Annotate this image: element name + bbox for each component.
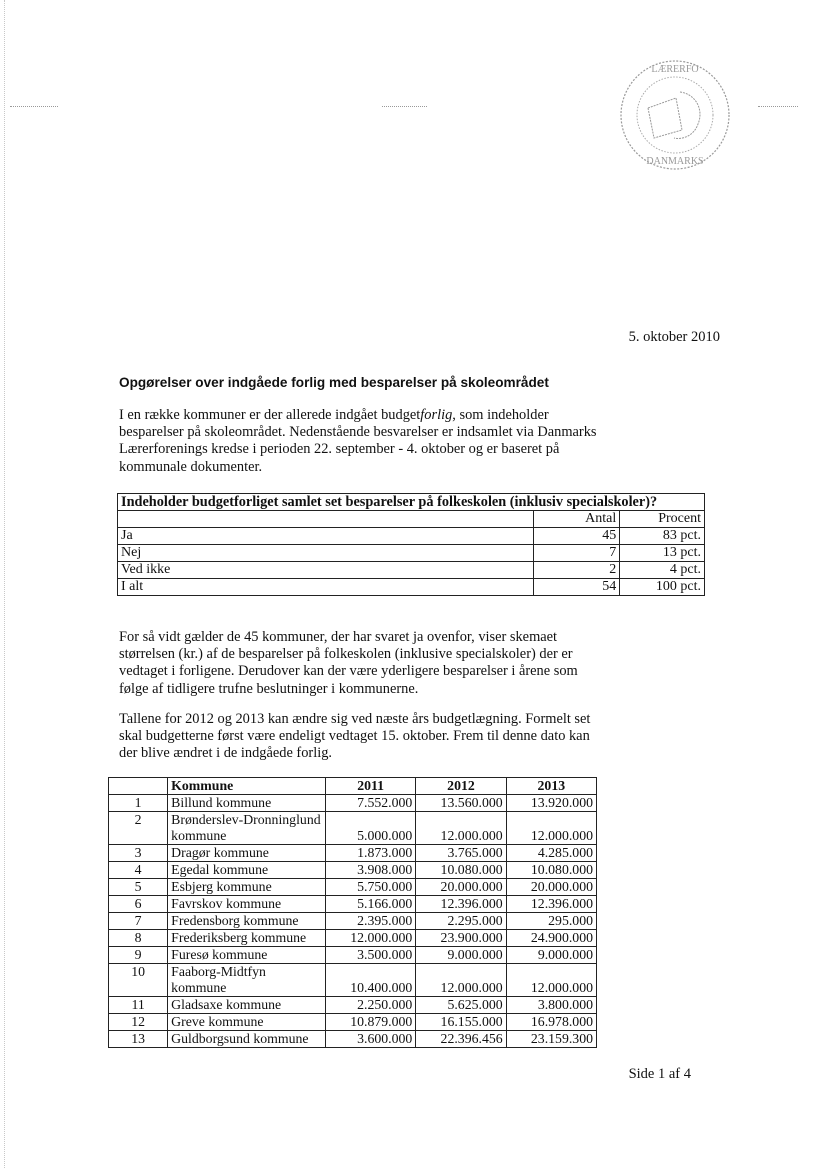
survey-procent: 4 pct. <box>620 562 705 579</box>
document-title: Opgørelser over indgåede forlig med besparelser på skoleområdet <box>119 375 549 390</box>
survey-header-antal: Antal <box>533 511 620 528</box>
col-header-index <box>109 778 168 795</box>
kommune-name: Esbjerg kommune <box>168 879 326 896</box>
value-2011: 7.552.000 <box>325 795 415 812</box>
document-date: 5. oktober 2010 <box>628 329 720 345</box>
row-index: 9 <box>109 947 168 964</box>
survey-procent: 100 pct. <box>620 579 705 596</box>
value-2011: 10.879.000 <box>325 1014 415 1031</box>
value-2011: 3.500.000 <box>325 947 415 964</box>
value-2011: 3.908.000 <box>325 862 415 879</box>
explanation-paragraph: For så vidt gælder de 45 kommuner, der har svaret ja ovenfor, viser skemaet størrelsen (kr.) af de besparelser på folkeskolen (inklusive specialskoler) der er vedtaget i forligene. Derudover kan der være yderligere besparelser i årene som følge af tidligere trufne beslutninger i kommunerne. <box>119 629 578 697</box>
survey-row <box>118 562 705 579</box>
survey-table <box>117 493 705 596</box>
table-row <box>109 896 597 913</box>
col-header-2012: 2012 <box>416 778 506 795</box>
survey-label: Ja <box>118 528 534 545</box>
survey-label: Ved ikke <box>118 562 534 579</box>
svg-text:DANMARKS: DANMARKS <box>646 156 704 167</box>
survey-row <box>118 528 705 545</box>
value-2012: 12.000.000 <box>416 812 506 845</box>
survey-antal: 54 <box>533 579 620 596</box>
value-2011: 10.400.000 <box>325 964 415 997</box>
row-index: 1 <box>109 795 168 812</box>
row-index: 2 <box>109 812 168 845</box>
value-2011: 5.166.000 <box>325 896 415 913</box>
row-index: 6 <box>109 896 168 913</box>
table-row <box>109 913 597 930</box>
kommune-name: Frederiksberg kommune <box>168 930 326 947</box>
value-2011: 12.000.000 <box>325 930 415 947</box>
table-row <box>109 845 597 862</box>
value-2013: 23.159.300 <box>506 1031 596 1048</box>
value-2012: 3.765.000 <box>416 845 506 862</box>
row-index: 12 <box>109 1014 168 1031</box>
row-index: 8 <box>109 930 168 947</box>
survey-total-row <box>118 579 705 596</box>
survey-procent: 13 pct. <box>620 545 705 562</box>
scan-artifact <box>10 106 58 109</box>
value-2011: 1.873.000 <box>325 845 415 862</box>
value-2013: 16.978.000 <box>506 1014 596 1031</box>
value-2013: 20.000.000 <box>506 879 596 896</box>
table-row <box>109 997 597 1014</box>
value-2012: 5.625.000 <box>416 997 506 1014</box>
kommune-name: Guldborgsund kommune <box>168 1031 326 1048</box>
row-index: 10 <box>109 964 168 997</box>
value-2011: 3.600.000 <box>325 1031 415 1048</box>
savings-table <box>108 777 597 1048</box>
value-2012: 12.396.000 <box>416 896 506 913</box>
survey-question: Indeholder budgetforliget samlet set besparelser på folkeskolen (inklusiv specialskoler)? <box>118 494 705 511</box>
table-row <box>109 1031 597 1048</box>
row-index: 13 <box>109 1031 168 1048</box>
table-row <box>109 1014 597 1031</box>
kommune-name: Dragør kommune <box>168 845 326 862</box>
survey-procent: 83 pct. <box>620 528 705 545</box>
table-row <box>109 964 597 997</box>
page-number: Side 1 af 4 <box>628 1066 691 1082</box>
col-header-kommune: Kommune <box>168 778 326 795</box>
scan-artifact <box>758 106 798 109</box>
table-row <box>109 862 597 879</box>
value-2011: 5.750.000 <box>325 879 415 896</box>
col-header-2011: 2011 <box>325 778 415 795</box>
value-2013: 12.000.000 <box>506 964 596 997</box>
survey-antal: 45 <box>533 528 620 545</box>
survey-antal: 2 <box>533 562 620 579</box>
value-2012: 10.080.000 <box>416 862 506 879</box>
value-2012: 20.000.000 <box>416 879 506 896</box>
kommune-name: Egedal kommune <box>168 862 326 879</box>
value-2012: 16.155.000 <box>416 1014 506 1031</box>
value-2013: 12.396.000 <box>506 896 596 913</box>
survey-label: I alt <box>118 579 534 596</box>
kommune-name: Fredensborg kommune <box>168 913 326 930</box>
value-2013: 4.285.000 <box>506 845 596 862</box>
row-index: 3 <box>109 845 168 862</box>
kommune-name: Greve kommune <box>168 1014 326 1031</box>
value-2012: 13.560.000 <box>416 795 506 812</box>
kommune-name: Brønderslev-Dronninglund kommune <box>168 812 326 845</box>
value-2013: 12.000.000 <box>506 812 596 845</box>
survey-header-blank <box>118 511 534 528</box>
table-row <box>109 947 597 964</box>
value-2013: 295.000 <box>506 913 596 930</box>
table-row <box>109 795 597 812</box>
row-index: 4 <box>109 862 168 879</box>
survey-label: Nej <box>118 545 534 562</box>
survey-header-procent: Procent <box>620 511 705 528</box>
col-header-2013: 2013 <box>506 778 596 795</box>
value-2012: 9.000.000 <box>416 947 506 964</box>
survey-row <box>118 545 705 562</box>
value-2013: 3.800.000 <box>506 997 596 1014</box>
svg-text:LÆRERFO: LÆRERFO <box>651 64 699 75</box>
intro-text: I en række kommuner er der allerede indgået budget <box>119 407 421 423</box>
value-2011: 5.000.000 <box>325 812 415 845</box>
row-index: 5 <box>109 879 168 896</box>
value-2012: 12.000.000 <box>416 964 506 997</box>
disclaimer-paragraph: Tallene for 2012 og 2013 kan ændre sig ved næste års budgetlægning. Formelt set skal budgetterne først være endeligt vedtaget 15. oktober. Frem til denne dato kan der blive ændret i de indgåede forlig. <box>119 711 591 762</box>
value-2011: 2.250.000 <box>325 997 415 1014</box>
organization-seal-icon <box>618 58 732 172</box>
value-2013: 24.900.000 <box>506 930 596 947</box>
survey-antal: 7 <box>533 545 620 562</box>
scan-edge-line <box>4 0 6 1168</box>
value-2012: 2.295.000 <box>416 913 506 930</box>
row-index: 11 <box>109 997 168 1014</box>
value-2013: 10.080.000 <box>506 862 596 879</box>
intro-text-rest: , som indeholder besparelser på skoleområdet. Nedenstående besvarelser er indsamlet via Danmarks Lærerforenings kredse i perioden 22. september - 4. oktober og er baseret på kommunale dokumenter. <box>119 407 597 475</box>
kommune-name: Gladsaxe kommune <box>168 997 326 1014</box>
intro-paragraph <box>119 407 599 476</box>
value-2013: 9.000.000 <box>506 947 596 964</box>
value-2012: 23.900.000 <box>416 930 506 947</box>
table-row <box>109 930 597 947</box>
scan-artifact <box>382 106 427 109</box>
kommune-name: Billund kommune <box>168 795 326 812</box>
intro-italic-word: forlig <box>420 407 453 423</box>
row-index: 7 <box>109 913 168 930</box>
kommune-name: Furesø kommune <box>168 947 326 964</box>
value-2011: 2.395.000 <box>325 913 415 930</box>
table-row <box>109 812 597 845</box>
table-row <box>109 879 597 896</box>
value-2012: 22.396.456 <box>416 1031 506 1048</box>
kommune-name: Favrskov kommune <box>168 896 326 913</box>
value-2013: 13.920.000 <box>506 795 596 812</box>
kommune-name: Faaborg-Midtfyn kommune <box>168 964 326 997</box>
